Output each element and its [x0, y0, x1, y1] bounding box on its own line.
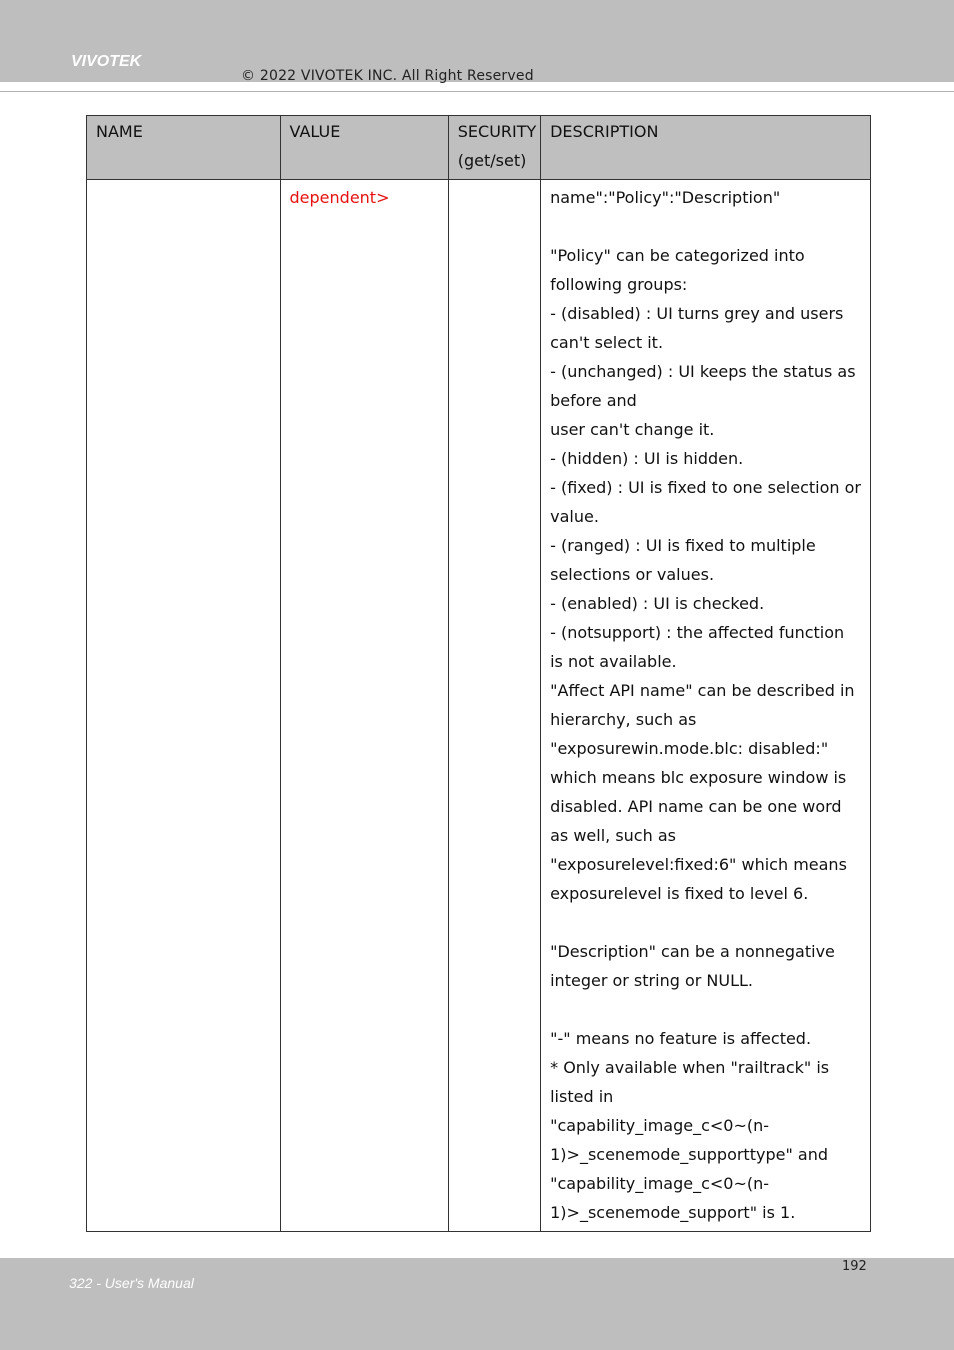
desc-line: "-" means no feature is affected.: [550, 1029, 812, 1048]
header-security: [448, 116, 540, 180]
desc-line: "Policy" can be categorized into following groups:: [550, 246, 805, 294]
desc-line: - (enabled) : UI is checked.: [550, 594, 765, 613]
page-number: 192: [842, 1259, 867, 1274]
table-header-row: [87, 116, 871, 180]
header-security-line2: (get/set): [457, 151, 527, 170]
desc-line: "Affect API name" can be described in hierarchy, such as "exposurewin.mode.blc: disabled:" which means blc exposure window is disabled. API name can be one word as well, such as "exposurelevel:fixed:6" which means exposurelevel is fixed to level 6.: [550, 681, 855, 903]
manual-label: 322 - User's Manual: [69, 1275, 194, 1291]
desc-blank: [550, 908, 862, 937]
header-description: DESCRIPTION: [541, 116, 871, 180]
desc-line: - (unchanged) : UI keeps the status as before and: [550, 362, 856, 410]
footer-band: [0, 1258, 954, 1350]
cell-description: [541, 180, 871, 1232]
brand-logo: VIVOTEK: [71, 53, 142, 70]
desc-line: - (hidden) : UI is hidden.: [550, 449, 744, 468]
cell-security: [448, 180, 540, 1232]
desc-line: - (notsupport) : the affected function is not available.: [550, 623, 845, 671]
header-security-line1: SECURITY: [457, 122, 537, 141]
desc-line: "capability_image_c<0~(n-1)>_scenemode_supporttype" and "capability_image_c<0~(n-1)>_scenemode_support" is 1.: [550, 1116, 828, 1222]
header-name: NAME: [87, 116, 281, 180]
header-value: VALUE: [280, 116, 448, 180]
desc-line: - (disabled) : UI turns grey and users can't select it.: [550, 304, 844, 352]
copyright-notice: © 2022 VIVOTEK INC. All Right Reserved: [241, 68, 534, 84]
parameter-table: [86, 115, 871, 1232]
table-row: [87, 180, 871, 1232]
desc-line: user can't change it.: [550, 420, 715, 439]
desc-blank: [550, 995, 862, 1024]
cell-name: [87, 180, 281, 1232]
cell-value: dependent>: [280, 180, 448, 1232]
desc-blank: [550, 212, 862, 241]
desc-line: - (fixed) : UI is fixed to one selection or value.: [550, 478, 861, 526]
desc-line: - (ranged) : UI is fixed to multiple selections or values.: [550, 536, 816, 584]
header-divider: [0, 91, 954, 92]
desc-line: name":"Policy":"Description": [550, 188, 781, 207]
desc-line: * Only available when "railtrack" is listed in: [550, 1058, 830, 1106]
desc-line: "Description" can be a nonnegative integer or string or NULL.: [550, 942, 835, 990]
